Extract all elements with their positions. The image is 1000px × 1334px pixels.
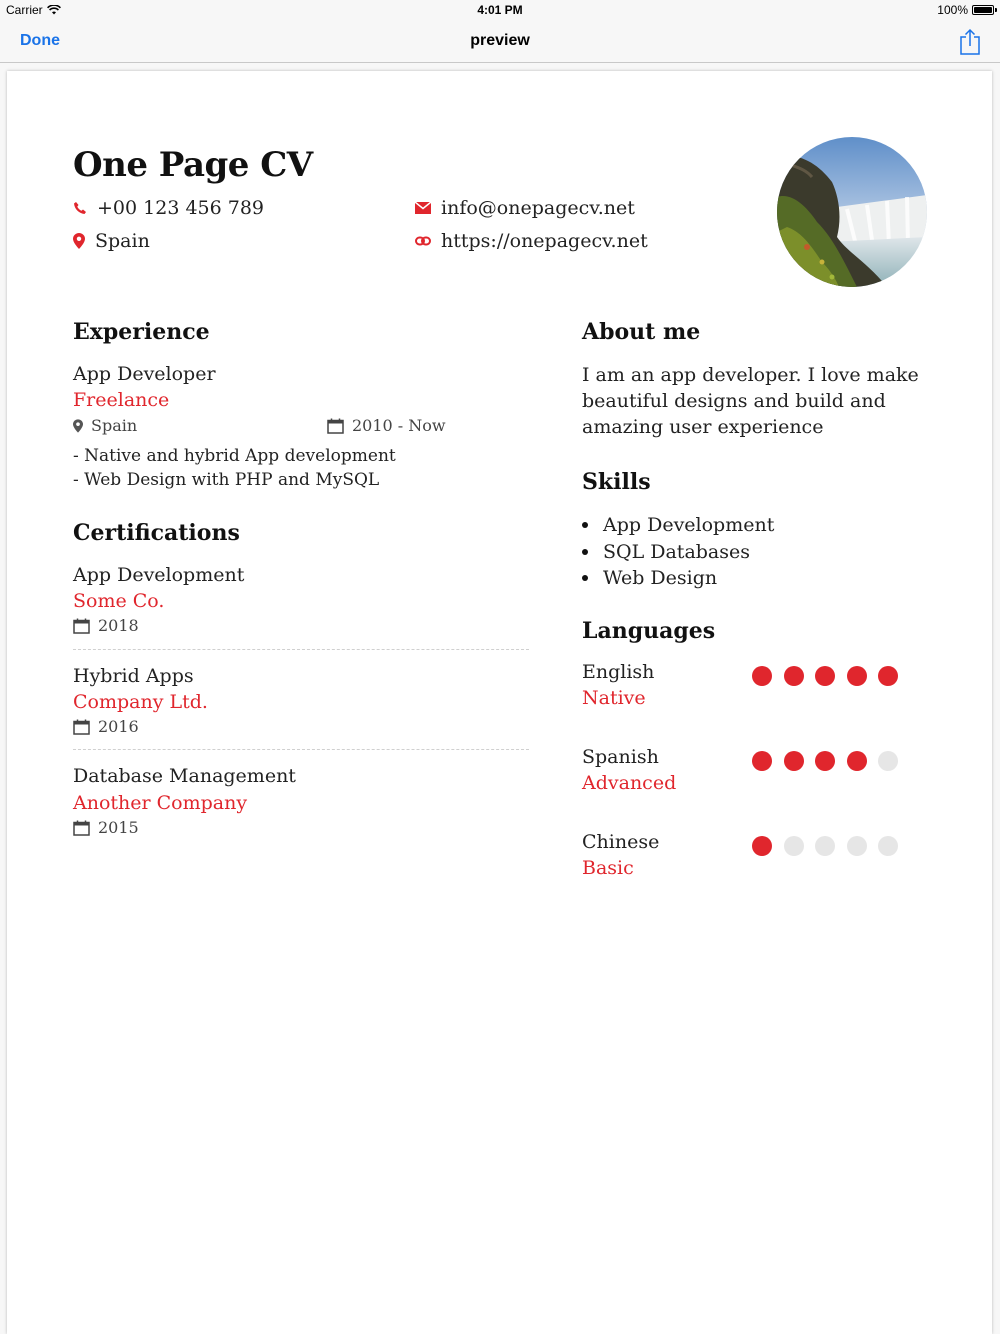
share-icon[interactable] (958, 28, 982, 56)
website-url[interactable]: https://onepagecv.net (441, 230, 648, 252)
cv-name: One Page CV (73, 145, 313, 185)
certification-issuer: Some Co. (73, 590, 165, 612)
certification-name: Database Management (73, 765, 296, 787)
rating-dot-filled (815, 751, 835, 771)
rating-dot-filled (752, 836, 772, 856)
certification-year (73, 717, 139, 736)
language-level: Basic (582, 857, 634, 879)
navigation-bar (0, 22, 1000, 63)
language-name: Chinese (582, 831, 660, 853)
languages-heading: Languages (582, 618, 716, 644)
clock: 4:01 PM (477, 3, 523, 17)
certification-year-text: 2015 (98, 818, 139, 837)
skill-item: SQL Databases (582, 539, 774, 566)
language-level: Advanced (582, 772, 677, 794)
battery-percentage: 100% (937, 3, 968, 17)
skills-heading: Skills (582, 469, 651, 495)
experience-detail-line: - Web Design with PHP and MySQL (73, 470, 380, 490)
rating-dot-empty (815, 836, 835, 856)
status-bar (0, 0, 1000, 22)
rating-dot-filled (815, 666, 835, 686)
email-row (415, 197, 635, 219)
certification-year (73, 616, 139, 635)
location-row (73, 230, 150, 252)
certification-name: Hybrid Apps (73, 665, 194, 687)
about-text: I am an app developer. I love make beautiful designs and build and amazing user experience (582, 364, 919, 438)
rating-dot-empty (847, 836, 867, 856)
experience-location-text: Spain (91, 416, 138, 435)
certification-year (73, 818, 139, 837)
page-title: preview (470, 32, 530, 49)
link-icon (415, 236, 431, 246)
experience-location (73, 416, 137, 435)
battery-indicator (937, 3, 994, 17)
email-icon (415, 202, 431, 214)
language-name: Spanish (582, 746, 659, 768)
skill-item: App Development (582, 512, 774, 539)
calendar-icon (73, 719, 90, 735)
rating-dot-filled (784, 751, 804, 771)
experience-role: App Developer (73, 363, 216, 385)
rating-dot-filled (784, 666, 804, 686)
rating-dot-filled (752, 751, 772, 771)
certification-issuer: Another Company (73, 792, 248, 814)
calendar-icon (73, 820, 90, 836)
divider (73, 749, 529, 750)
website-row (415, 230, 648, 252)
certification-year-text: 2018 (98, 616, 139, 635)
about-heading: About me (582, 319, 701, 345)
calendar-icon (73, 618, 90, 634)
cv-document[interactable] (7, 71, 992, 1334)
profile-photo (777, 137, 927, 287)
rating-dot-empty (878, 836, 898, 856)
certification-issuer: Company Ltd. (73, 691, 208, 713)
phone-number: +00 123 456 789 (97, 197, 265, 219)
experience-period-text: 2010 - Now (352, 416, 446, 435)
experience-details (73, 444, 396, 492)
skills-list (582, 512, 774, 592)
battery-icon (972, 5, 994, 15)
location-text: Spain (95, 230, 150, 252)
experience-company: Freelance (73, 389, 170, 411)
language-rating (752, 666, 898, 686)
language-rating (752, 836, 898, 856)
carrier-label: Carrier (6, 3, 43, 17)
rating-dot-empty (878, 751, 898, 771)
rating-dot-filled (847, 666, 867, 686)
certification-name: App Development (73, 564, 245, 586)
rating-dot-empty (784, 836, 804, 856)
email-address[interactable]: info@onepagecv.net (441, 197, 635, 219)
skill-item: Web Design (582, 565, 774, 592)
experience-period (327, 416, 446, 435)
language-rating (752, 751, 898, 771)
location-pin-icon (73, 419, 83, 433)
phone-icon (73, 201, 87, 215)
rating-dot-filled (878, 666, 898, 686)
rating-dot-filled (847, 751, 867, 771)
experience-detail-line: - Native and hybrid App development (73, 446, 396, 466)
certifications-heading: Certifications (73, 520, 240, 546)
rating-dot-filled (752, 666, 772, 686)
location-pin-icon (73, 233, 85, 249)
language-name: English (582, 661, 655, 683)
calendar-icon (327, 418, 344, 434)
divider (73, 649, 529, 650)
phone-row (73, 197, 264, 219)
done-button[interactable]: Done (20, 32, 60, 49)
language-level: Native (582, 687, 646, 709)
certification-year-text: 2016 (98, 717, 139, 736)
experience-heading: Experience (73, 319, 210, 345)
